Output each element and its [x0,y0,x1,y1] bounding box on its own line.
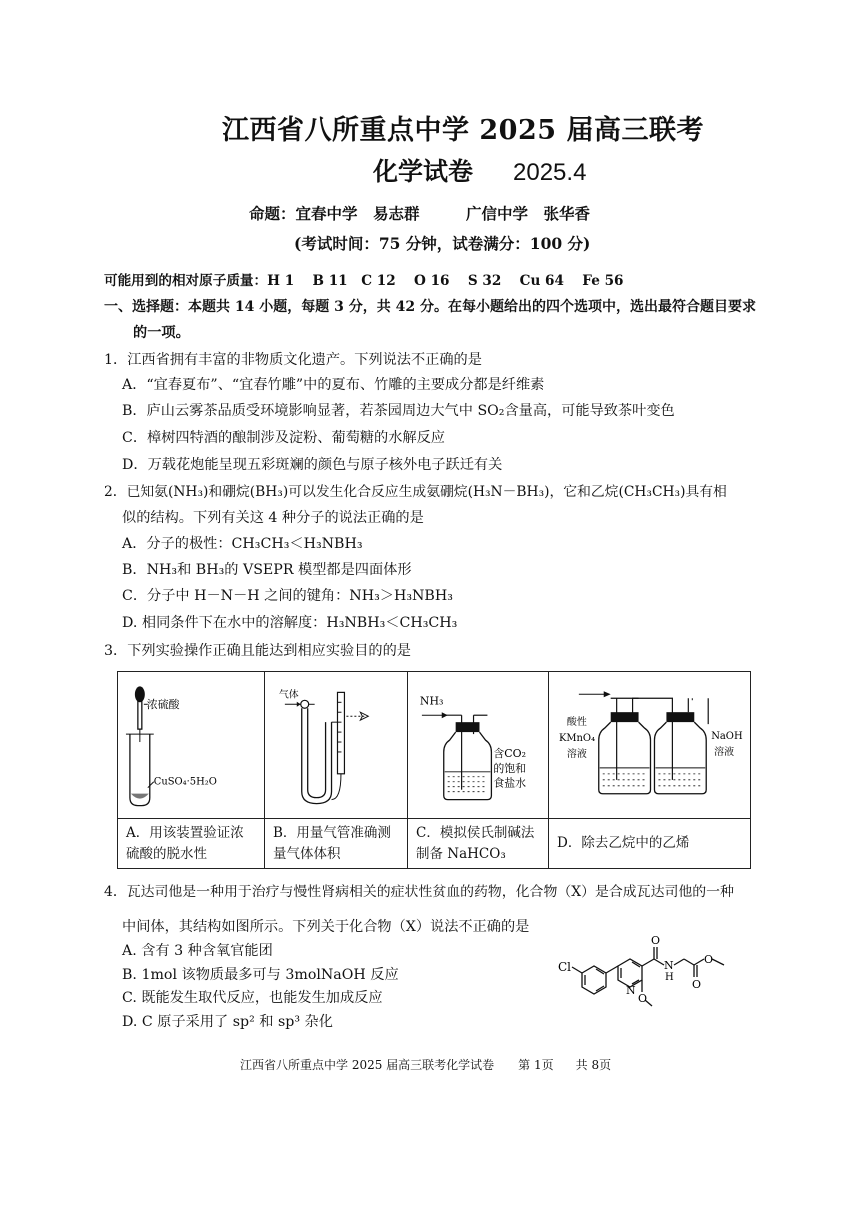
label-saturated: 的饱和 [493,761,527,775]
q2-stem-cont: 似的结构。下列有关这 4 种分子的说法正确的是 [122,510,424,526]
dropper-test-tube-figure [118,682,264,809]
label-naoh: NaOH [711,730,743,742]
apparatus-c [408,672,549,819]
label-solution-right: 溶液 [714,746,735,758]
page-footer [240,1056,611,1073]
label-brine: 食盐水 [493,776,527,790]
q1-stem: 1．江西省拥有丰富的非物质文化遗产。下列说法不正确的是 [104,352,482,368]
q3-a-line1: A．用该装置验证浓 [126,824,244,841]
q3-stem: 3．下列实验操作正确且能达到相应实验目的的是 [104,643,411,659]
q2-option-a: A．分子的极性：CH₃CH₃＜H₃NBH₃ [122,536,363,552]
exam-info: (考试时间：75 分钟，试卷满分：100 分) [294,234,591,253]
q2-option-d: D. 相同条件下在水中的溶解度：H₃NBH₃＜CH₃CH₃ [122,615,458,631]
label-kmno4: KMnO₄ [558,732,596,744]
q2-option-c: C．分子中 H－N－H 之间的键角：NH₃＞H₃NBH₃ [122,588,453,604]
atom-pyridine-n: N [626,984,636,997]
exam-date: 2025.4 [513,159,587,186]
section-heading: 一、选择题：本题共 14 小题，每题 3 分，共 42 分。在每小题给出的四个选项中，选出最符合题目要求 [104,299,756,315]
q4-stem-cont: 中间体，其结构如图所示。下列关于化合物（X）说法不正确的是 [122,919,530,935]
subject-text: 化学试卷 [373,157,474,186]
q4-option-c: C. 既能发生取代反应，也能发生加成反应 [122,990,383,1006]
apparatus-d [549,672,751,819]
atomic-masses: 可能用到的相对原子质量：H 1 B 11 C 12 O 16 S 32 Cu 64 Fe 56 [104,273,624,289]
q3-option-a [118,819,265,869]
atom-amide-h: H [665,972,674,983]
q4-option-d: D. C 原子采用了 sp² 和 sp³ 杂化 [122,1014,333,1030]
q3-a-line2: 硫酸的脱水性 [126,845,207,862]
label-gas: 气体 [278,689,299,701]
washing-bottles-figure [549,682,750,809]
atom-amide-n: N [664,959,674,972]
label-conc-sulfuric-acid: 浓硫酸 [146,697,180,711]
apparatus-b [265,672,408,819]
gas-burette-figure [265,682,407,809]
experiment-table [117,671,751,869]
footer-page: 第 1页 [518,1058,554,1072]
q2-stem: 2．已知氨(NH₃)和硼烷(BH₃)可以发生化合反应生成氨硼烷(H₃N－BH₃)，它和乙烷(CH₃CH₃)具有相 [104,484,727,500]
atom-amide-o: O [651,934,661,947]
atom-ester-o: O [704,953,714,966]
q3-option-b [265,819,408,869]
q4-option-b: B. 1mol 该物质最多可与 3molNaOH 反应 [122,967,399,983]
footer-exam: 江西省八所重点中学 2025 届高三联考化学试卷 [240,1058,495,1072]
footer-total: 共 8页 [575,1058,612,1072]
q4-option-a: A. 含有 3 种含氧官能团 [122,943,273,959]
q1-option-c: C．樟树四特酒的酿制涉及淀粉、葡萄糖的水解反应 [122,430,445,446]
q3-c-line2: 制备 NaHCO₃ [416,845,506,862]
q3-option-c [408,819,549,869]
q1-option-d: D．万载花炮能呈现五彩斑斓的颜色与原子核外电子跃迁有关 [122,457,503,473]
apparatus-a [118,672,265,819]
q3-d-line: D．除去乙烷中的乙烯 [557,835,690,852]
q2-option-b: B．NH₃和 BH₃的 VSEPR 模型都是四面体形 [122,562,412,578]
authors-line: 命题：宜春中学 易志群 广信中学 张华香 [249,204,591,223]
atom-ester-carbonyl-o: O [692,978,702,991]
q1-option-b: B．庐山云雾茶品质受环境影响显著，若茶园周边大气中 SO₂含量高，可能导致茶叶变色 [122,403,675,419]
label-co2: 含CO₂ [493,746,526,760]
section-heading-cont: 的一项。 [133,325,190,341]
atom-methoxy-o: O [638,992,648,1005]
q3-c-line1: C．模拟侯氏制碱法 [416,824,535,841]
label-copper-sulfate: CuSO₄·5H₂O [153,776,217,788]
gas-bottle-figure [408,682,548,809]
exam-subject [373,152,586,188]
compound-x-structure [552,928,752,1018]
q4-stem: 4．瓦达司他是一种用于治疗与慢性肾病相关的症状性贫血的药物，化合物（X）是合成瓦达司他的一种 [104,884,734,900]
label-acidic: 酸性 [566,716,587,728]
exam-title: 江西省八所重点中学 2025 届高三联考 [222,115,704,146]
label-ammonia: NH₃ [419,694,444,708]
q3-b-line1: B．用量气管准确测 [273,824,391,841]
atom-cl: Cl [558,960,572,974]
q3-b-line2: 量气体体积 [273,845,341,862]
label-solution-left: 溶液 [566,748,587,760]
q3-option-d [549,819,751,869]
q1-option-a: A．“宜春夏布”、“宜春竹雕”中的夏布、竹雕的主要成分都是纤维素 [122,377,545,393]
